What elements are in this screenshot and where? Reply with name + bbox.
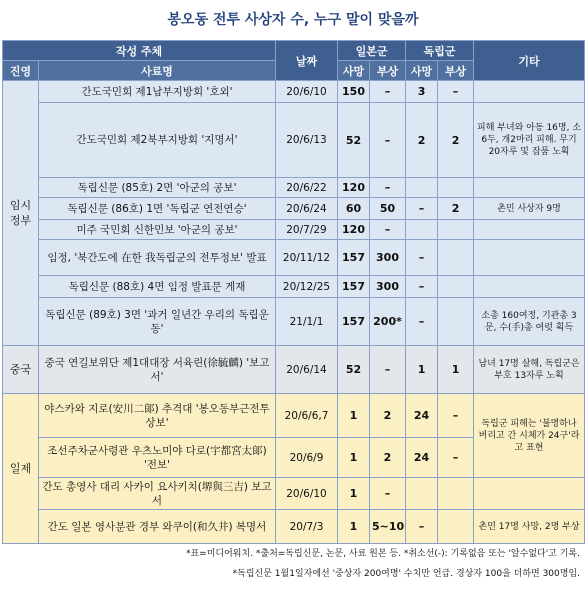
table-row-date: 20/6/14 [276, 346, 338, 394]
header-camp: 진영 [3, 61, 39, 81]
note [474, 220, 585, 240]
table-row-date: 20/6/9 [276, 438, 338, 478]
header-japan: 일본군 [338, 41, 406, 61]
header-author: 작성 주체 [3, 41, 276, 61]
note: 촌민 사상자 9명 [474, 198, 585, 220]
japan-dead: 150 [338, 81, 370, 103]
japan-injured: 2 [370, 394, 406, 438]
table-row-source: 야스카와 지로(安川二郞) 추격대 '봉오동부근전투상보' [39, 394, 276, 438]
table-row-date: 21/1/1 [276, 298, 338, 346]
header-japan-injured: 부상 [370, 61, 406, 81]
table-row-source: 간도국민회 제2북부지방회 '지명서' [39, 103, 276, 178]
ind-injured [438, 298, 474, 346]
table-row-date: 20/6/24 [276, 198, 338, 220]
japan-injured: – [370, 103, 406, 178]
japan-injured: – [370, 81, 406, 103]
japan-injured: – [370, 178, 406, 198]
japan-injured: – [370, 220, 406, 240]
ind-injured [438, 220, 474, 240]
ind-dead: 3 [406, 81, 438, 103]
japan-dead: 60 [338, 198, 370, 220]
footnote-2: *독립신문 1월1일자에선 '중상자 200여명' 수치만 언급. 경상자 100을 더하면 300명임. [232, 569, 580, 579]
table-row-date: 20/7/29 [276, 220, 338, 240]
japan-dead: 157 [338, 298, 370, 346]
japan-injured: 300 [370, 240, 406, 276]
note: 촌민 17명 사망, 2명 부상 [474, 510, 585, 544]
table-row-source: 간도 일본 영사분관 경부 와쿠이(和久井) 복명서 [39, 510, 276, 544]
note [474, 276, 585, 298]
japan-dead: 1 [338, 478, 370, 510]
region-japan: 일제 [3, 394, 39, 544]
japan-dead: 120 [338, 220, 370, 240]
ind-injured: – [438, 394, 474, 438]
table-row-date: 20/6/22 [276, 178, 338, 198]
ind-dead: 2 [406, 103, 438, 178]
japan-injured: 5~10 [370, 510, 406, 544]
table-row-source: 간도국민회 제1남부지방회 '호외' [39, 81, 276, 103]
table-row-source: 독립신문 (88호) 4면 임정 발표문 게재 [39, 276, 276, 298]
region-provisional: 임시정부 [3, 81, 39, 346]
region-china: 중국 [3, 346, 39, 394]
ind-dead [406, 178, 438, 198]
ind-dead: 24 [406, 438, 438, 478]
ind-dead [406, 478, 438, 510]
table-row-source: 조선주차군사령관 우츠노미야 다로(宇都宮太郞) '전보' [39, 438, 276, 478]
japan-injured: 2 [370, 438, 406, 478]
ind-injured: – [438, 438, 474, 478]
japan-injured: – [370, 346, 406, 394]
ind-dead: 1 [406, 346, 438, 394]
table-row-date: 20/7/3 [276, 510, 338, 544]
header-independence: 독립군 [406, 41, 474, 61]
casualty-table [2, 40, 585, 544]
note [474, 478, 585, 510]
japan-dead: 1 [338, 438, 370, 478]
ind-injured [438, 510, 474, 544]
note [474, 240, 585, 276]
header-ind-dead: 사망 [406, 61, 438, 81]
japan-injured: 300 [370, 276, 406, 298]
ind-dead: – [406, 298, 438, 346]
note [474, 178, 585, 198]
ind-injured [438, 178, 474, 198]
table-row-source: 임정, '북간도에 在한 我독립군의 전투정보' 발표 [39, 240, 276, 276]
japan-injured: 50 [370, 198, 406, 220]
ind-dead [406, 220, 438, 240]
table-row-source: 간도 총영사 대리 사카이 요사키치(堺與三吉) 보고서 [39, 478, 276, 510]
japan-dead: 157 [338, 276, 370, 298]
table-row-date: 20/6/13 [276, 103, 338, 178]
ind-injured [438, 276, 474, 298]
table-row-date: 20/6/10 [276, 81, 338, 103]
japan-injured: – [370, 478, 406, 510]
footnote-1: *표=미디어워치. *출처=독립신문, 논문, 사료 원본 등. *취소선(-): 기록없음 또는 '알수없다'고 기록. [185, 549, 580, 559]
japan-dead: 52 [338, 103, 370, 178]
ind-injured: 2 [438, 103, 474, 178]
note [474, 81, 585, 103]
japan-dead: 120 [338, 178, 370, 198]
ind-dead: – [406, 510, 438, 544]
table-row-source: 독립신문 (86호) 1면 '독립군 연전연승' [39, 198, 276, 220]
note: 피해 부녀와 아동 16명, 소6두, 개2마리 피해. 무기 20자루 및 잡품 노획 [474, 103, 585, 178]
note: 독립군 피해는 '불명하나 버리고 간 시체가 24구'라고 표현 [474, 394, 585, 478]
note: 남녀 17명 살해, 독립군은 부호 13자루 노획 [474, 346, 585, 394]
ind-injured: 2 [438, 198, 474, 220]
note: 소총 160여정, 기관총 3문, 수(手)총 여럿 획득 [474, 298, 585, 346]
table-row-source: 중국 연길보위단 제1대대장 서육린(徐毓麟) '보고서' [39, 346, 276, 394]
japan-dead: 52 [338, 346, 370, 394]
page-title: 봉오동 전투 사상자 수, 누구 말이 맞을까 [167, 12, 419, 28]
header-source: 사료명 [39, 61, 276, 81]
ind-injured [438, 240, 474, 276]
header-ind-injured: 부상 [438, 61, 474, 81]
ind-injured: – [438, 81, 474, 103]
table-row-date: 20/11/12 [276, 240, 338, 276]
japan-dead: 1 [338, 510, 370, 544]
ind-dead: 24 [406, 394, 438, 438]
table-row-date: 20/6/10 [276, 478, 338, 510]
header-other: 기타 [474, 41, 585, 81]
japan-dead: 1 [338, 394, 370, 438]
header-date: 날짜 [276, 41, 338, 81]
table-row-source: 독립신문 (85호) 2면 '아군의 공보' [39, 178, 276, 198]
ind-dead: – [406, 276, 438, 298]
ind-dead: – [406, 240, 438, 276]
japan-injured: 200* [370, 298, 406, 346]
header-japan-dead: 사망 [338, 61, 370, 81]
table-row-date: 20/6/6,7 [276, 394, 338, 438]
japan-dead: 157 [338, 240, 370, 276]
ind-injured [438, 478, 474, 510]
ind-dead: – [406, 198, 438, 220]
table-row-source: 독립신문 (89호) 3면 '과거 일년간 우리의 독립운동' [39, 298, 276, 346]
table-row-date: 20/12/25 [276, 276, 338, 298]
ind-injured: 1 [438, 346, 474, 394]
table-row-source: 미주 국민회 신한민보 '아군의 공보' [39, 220, 276, 240]
